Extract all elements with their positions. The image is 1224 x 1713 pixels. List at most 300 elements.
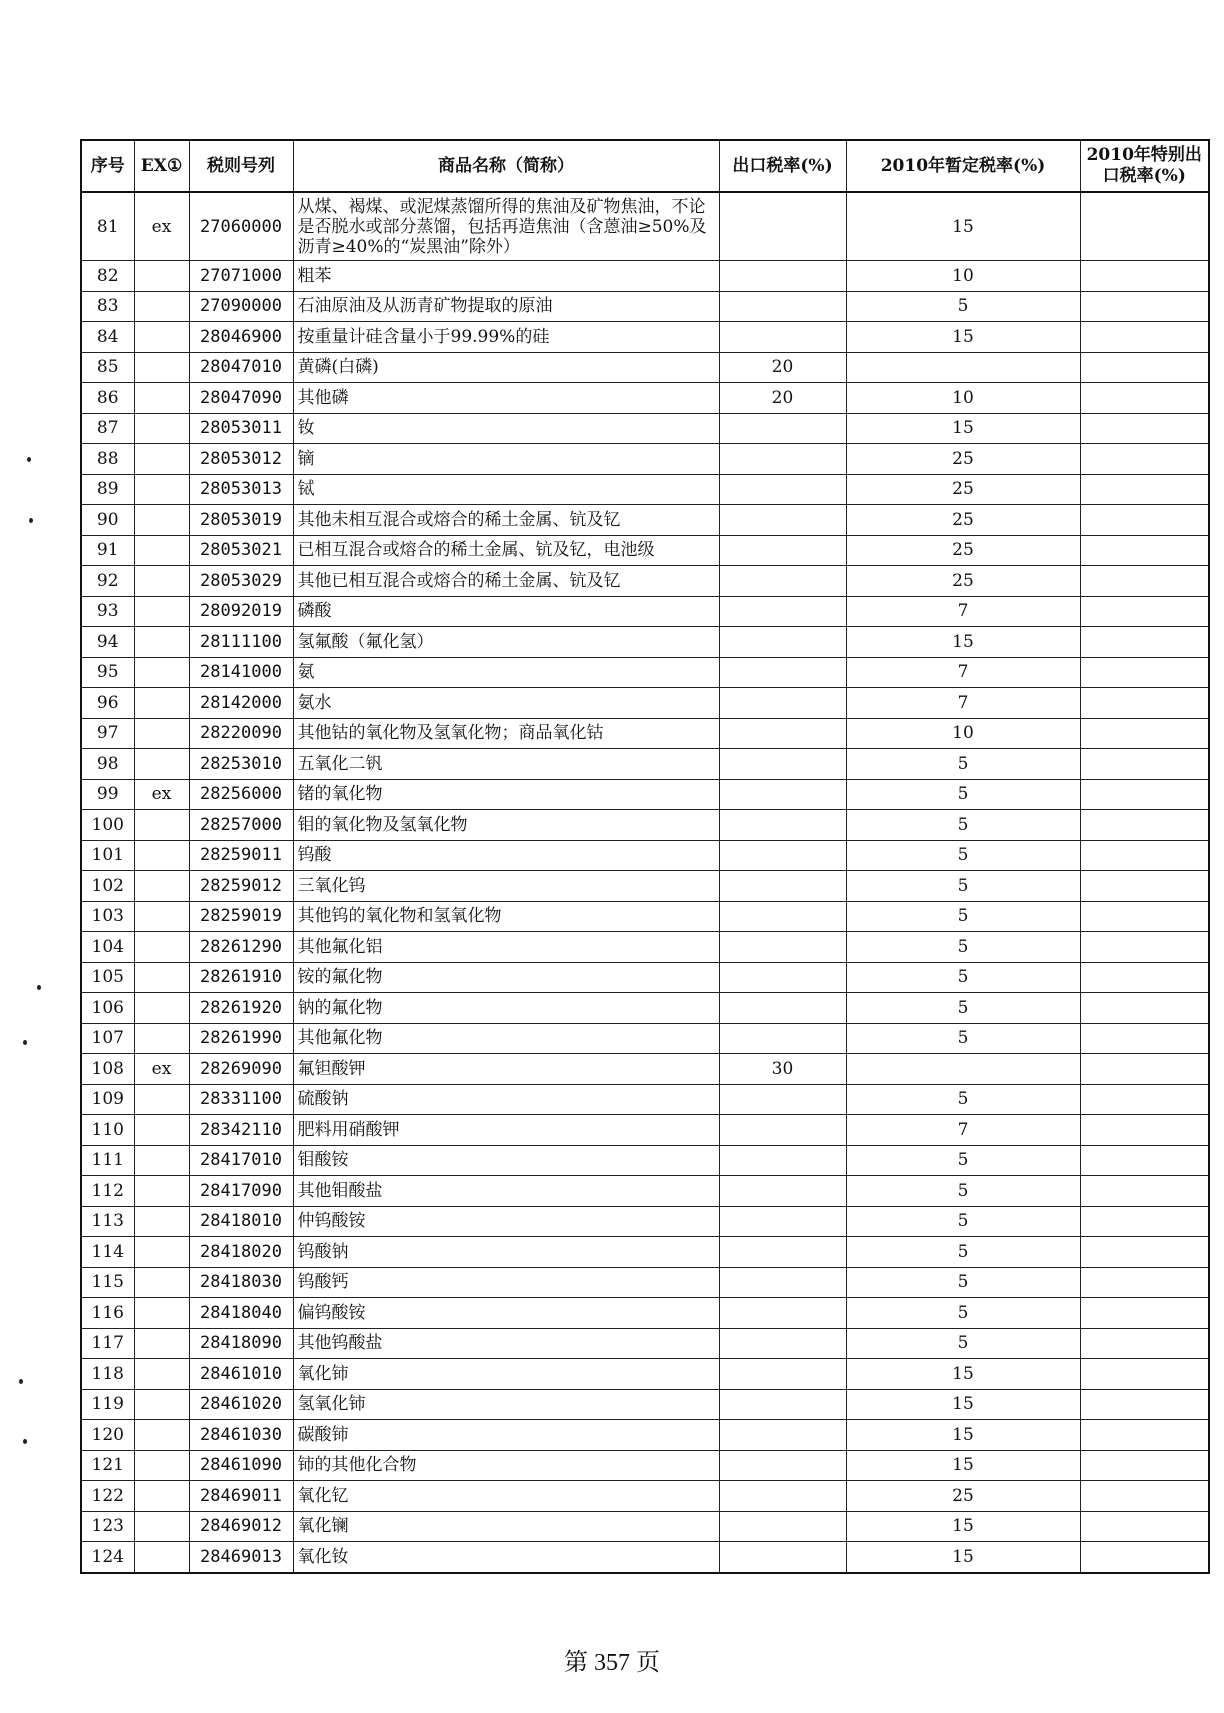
cell-seq: 104: [81, 932, 134, 963]
cell-seq: 107: [81, 1023, 134, 1054]
cell-special-rate: [1080, 901, 1209, 932]
cell-seq: 114: [81, 1237, 134, 1268]
cell-seq: 110: [81, 1115, 134, 1146]
cell-tariff-code: 28261910: [189, 962, 293, 993]
cell-tariff-code: 28141000: [189, 657, 293, 688]
table-row: [81, 810, 1209, 841]
cell-tariff-code: 28342110: [189, 1115, 293, 1146]
cell-tariff-code: 28047010: [189, 352, 293, 383]
cell-ex: [134, 1359, 189, 1390]
cell-ex: [134, 871, 189, 902]
cell-ex: [134, 1084, 189, 1115]
cell-special-rate: [1080, 1511, 1209, 1542]
cell-seq: 121: [81, 1450, 134, 1481]
cell-product-name: 其他钼酸盐: [293, 1176, 719, 1207]
tariff-table: [80, 139, 1210, 1574]
cell-product-name: 其他钨酸盐: [293, 1328, 719, 1359]
cell-provisional-rate: 5: [846, 291, 1080, 322]
cell-ex: [134, 810, 189, 841]
cell-ex: [134, 535, 189, 566]
cell-export-rate: [719, 1359, 846, 1390]
header-product-name: 商品名称（简称）: [293, 140, 719, 192]
cell-ex: [134, 261, 189, 292]
cell-export-rate: [719, 1328, 846, 1359]
cell-tariff-code: 27060000: [189, 192, 293, 261]
cell-export-rate: [719, 413, 846, 444]
cell-export-rate: [719, 192, 846, 261]
table-row: [81, 1328, 1209, 1359]
cell-ex: [134, 657, 189, 688]
cell-ex: [134, 1145, 189, 1176]
cell-tariff-code: 28461020: [189, 1389, 293, 1420]
cell-product-name: 仲钨酸铵: [293, 1206, 719, 1237]
cell-export-rate: [719, 688, 846, 719]
cell-seq: 89: [81, 474, 134, 505]
scan-speck: [27, 457, 31, 462]
cell-seq: 99: [81, 779, 134, 810]
cell-special-rate: [1080, 871, 1209, 902]
cell-seq: 108: [81, 1054, 134, 1085]
cell-seq: 96: [81, 688, 134, 719]
cell-product-name: 其他氟化物: [293, 1023, 719, 1054]
cell-special-rate: [1080, 1359, 1209, 1390]
cell-tariff-code: 28461010: [189, 1359, 293, 1390]
cell-special-rate: [1080, 749, 1209, 780]
cell-ex: [134, 1176, 189, 1207]
cell-special-rate: [1080, 1176, 1209, 1207]
cell-product-name: 已相互混合或熔合的稀土金属、钪及钇，电池级: [293, 535, 719, 566]
cell-seq: 105: [81, 962, 134, 993]
cell-ex: [134, 1298, 189, 1329]
cell-export-rate: [719, 901, 846, 932]
cell-export-rate: [719, 1389, 846, 1420]
table-row: [81, 962, 1209, 993]
table-row: [81, 1206, 1209, 1237]
cell-tariff-code: 28469012: [189, 1511, 293, 1542]
cell-export-rate: [719, 1511, 846, 1542]
header-ex: EX①: [134, 140, 189, 192]
cell-ex: [134, 444, 189, 475]
cell-seq: 86: [81, 383, 134, 414]
cell-special-rate: [1080, 192, 1209, 261]
cell-special-rate: [1080, 627, 1209, 658]
cell-product-name: 其他钨的氧化物和氢氧化物: [293, 901, 719, 932]
cell-special-rate: [1080, 322, 1209, 353]
cell-product-name: 钠的氟化物: [293, 993, 719, 1024]
cell-export-rate: [719, 932, 846, 963]
cell-ex: [134, 1542, 189, 1573]
cell-special-rate: [1080, 413, 1209, 444]
cell-special-rate: [1080, 566, 1209, 597]
cell-special-rate: [1080, 1023, 1209, 1054]
cell-special-rate: [1080, 657, 1209, 688]
cell-tariff-code: 28418020: [189, 1237, 293, 1268]
cell-export-rate: [719, 1267, 846, 1298]
cell-ex: [134, 1115, 189, 1146]
cell-provisional-rate: 5: [846, 932, 1080, 963]
cell-special-rate: [1080, 1328, 1209, 1359]
cell-seq: 98: [81, 749, 134, 780]
scan-speck: [19, 1379, 23, 1384]
cell-seq: 115: [81, 1267, 134, 1298]
table-row: [81, 1298, 1209, 1329]
cell-special-rate: [1080, 505, 1209, 536]
table-row: [81, 352, 1209, 383]
cell-tariff-code: 28259011: [189, 840, 293, 871]
cell-tariff-code: 28092019: [189, 596, 293, 627]
cell-provisional-rate: 5: [846, 1206, 1080, 1237]
cell-ex: [134, 505, 189, 536]
cell-provisional-rate: 10: [846, 261, 1080, 292]
page-number: 第 357 页: [564, 1650, 660, 1676]
cell-product-name: 其他氟化铝: [293, 932, 719, 963]
cell-export-rate: [719, 596, 846, 627]
cell-tariff-code: 28461090: [189, 1450, 293, 1481]
cell-provisional-rate: 15: [846, 192, 1080, 261]
cell-special-rate: [1080, 1298, 1209, 1329]
table-row: [81, 1084, 1209, 1115]
cell-tariff-code: 28111100: [189, 627, 293, 658]
cell-export-rate: [719, 962, 846, 993]
cell-product-name: 钼酸铵: [293, 1145, 719, 1176]
cell-product-name: 肥料用硝酸钾: [293, 1115, 719, 1146]
cell-export-rate: [719, 1145, 846, 1176]
cell-product-name: 其他已相互混合或熔合的稀土金属、钪及钇: [293, 566, 719, 597]
cell-product-name: 钨酸钙: [293, 1267, 719, 1298]
cell-product-name: 磷酸: [293, 596, 719, 627]
cell-ex: [134, 993, 189, 1024]
cell-provisional-rate: 25: [846, 566, 1080, 597]
cell-special-rate: [1080, 1481, 1209, 1512]
cell-ex: [134, 627, 189, 658]
cell-special-rate: [1080, 1267, 1209, 1298]
cell-seq: 91: [81, 535, 134, 566]
cell-export-rate: [719, 1084, 846, 1115]
table-row: [81, 993, 1209, 1024]
cell-tariff-code: 27090000: [189, 291, 293, 322]
cell-ex: [134, 413, 189, 444]
header-special-rate: 2010年特别出口税率(%): [1080, 140, 1209, 192]
cell-export-rate: 30: [719, 1054, 846, 1085]
cell-special-rate: [1080, 596, 1209, 627]
cell-ex: [134, 749, 189, 780]
cell-tariff-code: 28047090: [189, 383, 293, 414]
cell-export-rate: 20: [719, 352, 846, 383]
cell-special-rate: [1080, 474, 1209, 505]
table-row: [81, 932, 1209, 963]
cell-product-name: 碳酸铈: [293, 1420, 719, 1451]
cell-special-rate: [1080, 1054, 1209, 1085]
cell-ex: [134, 1420, 189, 1451]
cell-export-rate: [719, 566, 846, 597]
table-row: [81, 261, 1209, 292]
cell-seq: 113: [81, 1206, 134, 1237]
cell-provisional-rate: 7: [846, 1115, 1080, 1146]
cell-product-name: 氟钽酸钾: [293, 1054, 719, 1085]
cell-product-name: 石油原油及从沥青矿物提取的原油: [293, 291, 719, 322]
cell-product-name: 镝: [293, 444, 719, 475]
cell-provisional-rate: 25: [846, 1481, 1080, 1512]
cell-tariff-code: 28417090: [189, 1176, 293, 1207]
cell-seq: 120: [81, 1420, 134, 1451]
cell-provisional-rate: 7: [846, 657, 1080, 688]
cell-tariff-code: 28261920: [189, 993, 293, 1024]
cell-special-rate: [1080, 932, 1209, 963]
table-row: [81, 474, 1209, 505]
cell-ex: [134, 1237, 189, 1268]
cell-export-rate: [719, 779, 846, 810]
cell-ex: [134, 291, 189, 322]
header-seq: 序号: [81, 140, 134, 192]
cell-provisional-rate: 5: [846, 993, 1080, 1024]
cell-seq: 94: [81, 627, 134, 658]
cell-provisional-rate: 15: [846, 413, 1080, 444]
cell-provisional-rate: 5: [846, 1176, 1080, 1207]
cell-export-rate: [719, 444, 846, 475]
table-row: [81, 1237, 1209, 1268]
cell-ex: [134, 1450, 189, 1481]
cell-product-name: 三氧化钨: [293, 871, 719, 902]
table-row: [81, 413, 1209, 444]
cell-special-rate: [1080, 352, 1209, 383]
table-row: [81, 1145, 1209, 1176]
cell-product-name: 按重量计硅含量小于99.99%的硅: [293, 322, 719, 353]
cell-seq: 103: [81, 901, 134, 932]
cell-seq: 84: [81, 322, 134, 353]
cell-export-rate: [719, 1450, 846, 1481]
cell-provisional-rate: 15: [846, 322, 1080, 353]
cell-export-rate: [719, 1237, 846, 1268]
cell-product-name: 氢氧化铈: [293, 1389, 719, 1420]
table-row: [81, 505, 1209, 536]
cell-ex: [134, 932, 189, 963]
cell-tariff-code: 28469013: [189, 1542, 293, 1573]
cell-provisional-rate: 5: [846, 901, 1080, 932]
cell-provisional-rate: 5: [846, 1023, 1080, 1054]
cell-ex: [134, 1267, 189, 1298]
scan-speck: [23, 1040, 27, 1045]
cell-tariff-code: 28053021: [189, 535, 293, 566]
cell-seq: 106: [81, 993, 134, 1024]
cell-product-name: 钨酸钠: [293, 1237, 719, 1268]
cell-tariff-code: 28220090: [189, 718, 293, 749]
cell-seq: 83: [81, 291, 134, 322]
cell-product-name: 氧化钇: [293, 1481, 719, 1512]
cell-ex: [134, 840, 189, 871]
cell-seq: 118: [81, 1359, 134, 1390]
cell-provisional-rate: 25: [846, 474, 1080, 505]
cell-export-rate: [719, 291, 846, 322]
cell-export-rate: [719, 718, 846, 749]
cell-provisional-rate: 7: [846, 688, 1080, 719]
cell-tariff-code: 28331100: [189, 1084, 293, 1115]
cell-special-rate: [1080, 810, 1209, 841]
cell-seq: 124: [81, 1542, 134, 1573]
cell-ex: [134, 1481, 189, 1512]
cell-export-rate: [719, 1481, 846, 1512]
cell-seq: 87: [81, 413, 134, 444]
table-row: [81, 1389, 1209, 1420]
cell-product-name: 氨水: [293, 688, 719, 719]
header-export-rate: 出口税率(%): [719, 140, 846, 192]
cell-ex: [134, 1389, 189, 1420]
table-row: [81, 291, 1209, 322]
cell-seq: 90: [81, 505, 134, 536]
cell-special-rate: [1080, 444, 1209, 475]
cell-special-rate: [1080, 718, 1209, 749]
cell-product-name: 钼的氧化物及氢氧化物: [293, 810, 719, 841]
cell-ex: ex: [134, 779, 189, 810]
cell-export-rate: [719, 474, 846, 505]
cell-tariff-code: 28142000: [189, 688, 293, 719]
scan-speck: [37, 985, 41, 990]
cell-export-rate: [719, 627, 846, 658]
cell-seq: 100: [81, 810, 134, 841]
table-body: [81, 192, 1209, 1573]
table-row: [81, 192, 1209, 261]
cell-export-rate: [719, 1115, 846, 1146]
cell-special-rate: [1080, 1115, 1209, 1146]
cell-provisional-rate: 5: [846, 1084, 1080, 1115]
cell-provisional-rate: 15: [846, 1511, 1080, 1542]
cell-provisional-rate: 5: [846, 962, 1080, 993]
cell-product-name: 氢氟酸（氟化氢）: [293, 627, 719, 658]
cell-tariff-code: 28053029: [189, 566, 293, 597]
cell-tariff-code: 28469011: [189, 1481, 293, 1512]
cell-special-rate: [1080, 1542, 1209, 1573]
table-row: [81, 1420, 1209, 1451]
cell-special-rate: [1080, 291, 1209, 322]
cell-provisional-rate: 10: [846, 718, 1080, 749]
cell-export-rate: 20: [719, 383, 846, 414]
cell-seq: 102: [81, 871, 134, 902]
cell-tariff-code: 28261290: [189, 932, 293, 963]
cell-special-rate: [1080, 962, 1209, 993]
cell-product-name: 钨酸: [293, 840, 719, 871]
cell-ex: [134, 962, 189, 993]
cell-seq: 82: [81, 261, 134, 292]
table-row: [81, 871, 1209, 902]
cell-provisional-rate: 5: [846, 810, 1080, 841]
cell-export-rate: [719, 535, 846, 566]
cell-export-rate: [719, 1298, 846, 1329]
cell-seq: 93: [81, 596, 134, 627]
cell-provisional-rate: 25: [846, 535, 1080, 566]
cell-provisional-rate: 5: [846, 749, 1080, 780]
cell-ex: [134, 901, 189, 932]
table-row: [81, 1511, 1209, 1542]
cell-special-rate: [1080, 261, 1209, 292]
cell-provisional-rate: 5: [846, 1328, 1080, 1359]
cell-special-rate: [1080, 1206, 1209, 1237]
cell-export-rate: [719, 871, 846, 902]
table-row: [81, 901, 1209, 932]
cell-tariff-code: 28418030: [189, 1267, 293, 1298]
cell-provisional-rate: 15: [846, 1420, 1080, 1451]
cell-tariff-code: 28053019: [189, 505, 293, 536]
cell-tariff-code: 28046900: [189, 322, 293, 353]
cell-export-rate: [719, 1023, 846, 1054]
cell-provisional-rate: [846, 352, 1080, 383]
cell-ex: [134, 596, 189, 627]
cell-provisional-rate: 25: [846, 444, 1080, 475]
table-row: [81, 1267, 1209, 1298]
cell-ex: [134, 352, 189, 383]
cell-tariff-code: 28259019: [189, 901, 293, 932]
cell-tariff-code: 28418090: [189, 1328, 293, 1359]
table-row: [81, 596, 1209, 627]
cell-product-name: 硫酸钠: [293, 1084, 719, 1115]
cell-provisional-rate: 10: [846, 383, 1080, 414]
cell-seq: 119: [81, 1389, 134, 1420]
table-row: [81, 1481, 1209, 1512]
cell-product-name: 锗的氧化物: [293, 779, 719, 810]
cell-export-rate: [719, 1420, 846, 1451]
cell-ex: [134, 474, 189, 505]
cell-product-name: 氧化镧: [293, 1511, 719, 1542]
table-row: [81, 444, 1209, 475]
scan-speck: [29, 518, 33, 523]
cell-special-rate: [1080, 840, 1209, 871]
cell-provisional-rate: 5: [846, 840, 1080, 871]
cell-product-name: 铈的其他化合物: [293, 1450, 719, 1481]
cell-export-rate: [719, 1206, 846, 1237]
cell-special-rate: [1080, 1389, 1209, 1420]
cell-provisional-rate: 15: [846, 627, 1080, 658]
cell-export-rate: [719, 810, 846, 841]
scan-speck: [23, 1439, 27, 1444]
cell-tariff-code: 28269090: [189, 1054, 293, 1085]
cell-seq: 101: [81, 840, 134, 871]
cell-ex: [134, 1023, 189, 1054]
cell-special-rate: [1080, 535, 1209, 566]
cell-tariff-code: 28418040: [189, 1298, 293, 1329]
cell-ex: ex: [134, 1054, 189, 1085]
cell-tariff-code: 28256000: [189, 779, 293, 810]
cell-seq: 109: [81, 1084, 134, 1115]
cell-seq: 116: [81, 1298, 134, 1329]
cell-ex: [134, 322, 189, 353]
cell-export-rate: [719, 322, 846, 353]
table-row: [81, 322, 1209, 353]
cell-product-name: 从煤、褐煤、或泥煤蒸馏所得的焦油及矿物焦油，不论是否脱水或部分蒸馏，包括再造焦油（含蒽油≥50%及沥青≥40%的“炭黑油”除外）: [293, 192, 719, 261]
cell-seq: 111: [81, 1145, 134, 1176]
cell-export-rate: [719, 840, 846, 871]
cell-provisional-rate: 5: [846, 1267, 1080, 1298]
table-row: [81, 627, 1209, 658]
cell-tariff-code: 27071000: [189, 261, 293, 292]
table-row: [81, 535, 1209, 566]
cell-provisional-rate: 15: [846, 1542, 1080, 1573]
cell-export-rate: [719, 993, 846, 1024]
table-row: [81, 1054, 1209, 1085]
cell-product-name: 其他磷: [293, 383, 719, 414]
cell-seq: 95: [81, 657, 134, 688]
cell-tariff-code: 28417010: [189, 1145, 293, 1176]
table-header: [81, 140, 1209, 192]
cell-export-rate: [719, 1176, 846, 1207]
cell-provisional-rate: 5: [846, 779, 1080, 810]
cell-seq: 81: [81, 192, 134, 261]
cell-product-name: 铽: [293, 474, 719, 505]
cell-special-rate: [1080, 1420, 1209, 1451]
cell-provisional-rate: 5: [846, 1298, 1080, 1329]
cell-product-name: 氧化铈: [293, 1359, 719, 1390]
cell-provisional-rate: 25: [846, 505, 1080, 536]
cell-special-rate: [1080, 1450, 1209, 1481]
cell-export-rate: [719, 261, 846, 292]
cell-provisional-rate: 5: [846, 871, 1080, 902]
